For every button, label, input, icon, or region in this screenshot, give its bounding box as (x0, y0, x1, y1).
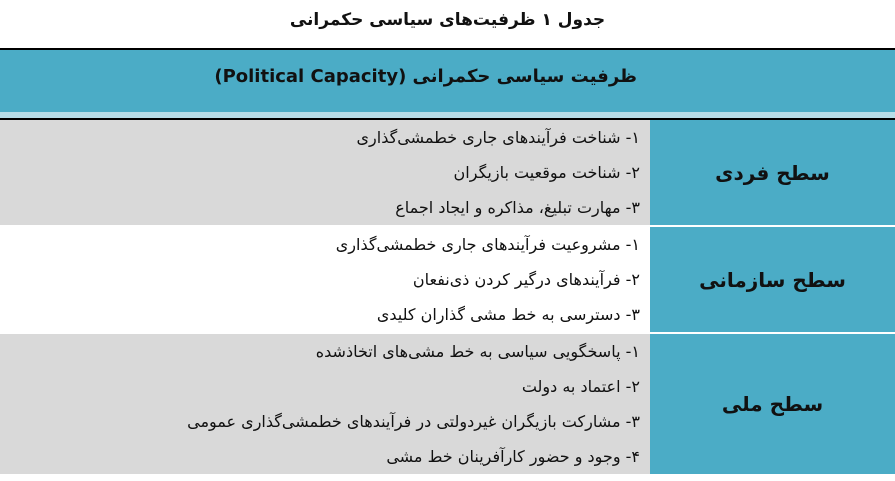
table-row-national (0, 334, 895, 474)
list-item: ۱- پاسخگویی سیاسی به خط مشی‌های اتخاذشده (315, 342, 640, 361)
table-row-organizational (0, 227, 895, 332)
table-row-individual (0, 120, 895, 225)
list-item: ۱- مشروعیت فرآیندهای جاری خطمشی‌گذاری (335, 235, 640, 254)
row-label-national: سطح ملی (650, 334, 895, 474)
row-items-organizational (0, 227, 650, 332)
list-item: ۴- وجود و حضور کارآفرینان خط مشی (386, 447, 640, 466)
list-item: ۳- مهارت تبلیغ، مذاکره و ایجاد اجماع (395, 198, 640, 217)
header-title: ظرفیت سیاسی حکمرانی (Political Capacity) (214, 66, 637, 87)
list-item: ۲- فرآیندهای درگیر کردن ذی‌نفعان (412, 270, 640, 289)
table-caption: جدول ۱ ظرفیت‌های سیاسی حکمرانی (289, 10, 606, 30)
row-items-national (0, 334, 650, 474)
row-label-individual: سطح فردی (650, 120, 895, 225)
row-label-organizational: سطح سازمانی (650, 227, 895, 332)
row-items-individual (0, 120, 650, 225)
list-item: ۲- شناخت موقعیت بازیگران (453, 163, 640, 182)
list-item: ۱- شناخت فرآیندهای جاری خطمشی‌گذاری (356, 128, 640, 147)
list-item: ۲- اعتماد به دولت (521, 377, 640, 396)
table-header (0, 48, 895, 112)
list-item: ۳- دسترسی به خط مشی گذاران کلیدی (376, 305, 640, 324)
list-item: ۳- مشارکت بازیگران غیردولتی در فرآیندهای خطمشی‌گذاری عمومی (187, 412, 640, 431)
